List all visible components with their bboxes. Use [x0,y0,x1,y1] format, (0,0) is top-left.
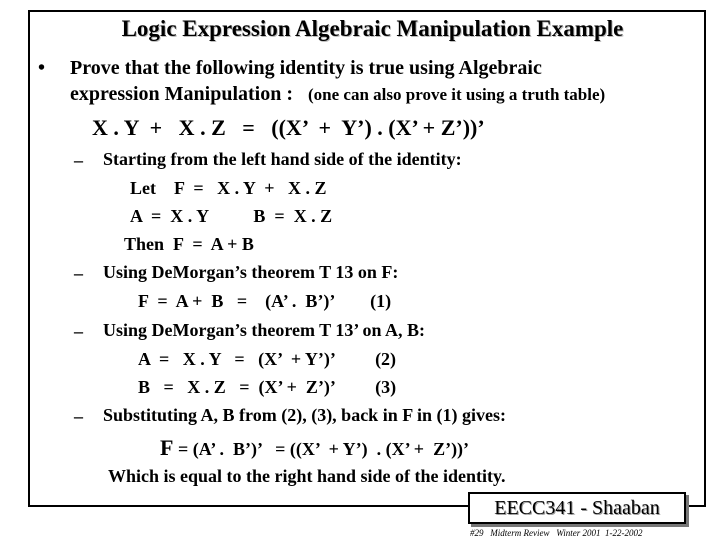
conclusion-line: Which is equal to the right hand side of the identity. [108,466,506,486]
step-1-let: Let F = X . Y + X . Z [130,178,327,198]
step-4-f: F [160,435,174,460]
step-1-heading: Starting from the left hand side of the identity: [103,149,462,169]
step-dash-4: – [74,406,83,426]
slide-title: Logic Expression Algebraic Manipulation Example [121,16,624,41]
step-3-b: B = X . Z = (X’ + Z’)’ (3) [138,377,397,397]
step-2-equation: F = A + B = (A’ . B’)’ (1) [138,291,392,311]
step-1-ab: A = X . Y B = X . Z [130,206,333,226]
step-4-heading: Substituting A, B from (2), (3), back in F in (1) gives: [103,405,507,425]
step-1-then: Then F = A + B [124,234,254,254]
identity-statement: X . Y + X . Z = ((X’ + Y’) . (X’ + Z’))’ [92,115,485,140]
intro-line-2 [70,83,605,106]
slide-footer: #29 Midterm Review Winter 2001 1-22-2002 [470,528,643,538]
course-badge: EECC341 - Shaaban [468,492,686,524]
truth-table-note: (one can also prove it using a truth table) [308,85,606,104]
step-3-heading: Using DeMorgan’s theorem T 13’ on A, B: [103,320,425,340]
intro-line-1: Prove that the following identity is true using Algebraic [70,57,542,79]
step-dash-1: – [74,150,83,170]
intro-line-2-main: expression Manipulation : [70,83,293,105]
step-dash-3: – [74,321,83,341]
step-3-a: A = X . Y = (X’ + Y’)’ (2) [138,349,397,369]
step-2-heading: Using DeMorgan’s theorem T 13 on F: [103,262,399,282]
bullet-marker: • [38,57,46,79]
step-4-rest: = (A’ . B’)’ = ((X’ + Y’) . (X’ + Z’))’ [173,439,470,459]
step-4-equation [160,435,469,461]
step-dash-2: – [74,263,83,283]
